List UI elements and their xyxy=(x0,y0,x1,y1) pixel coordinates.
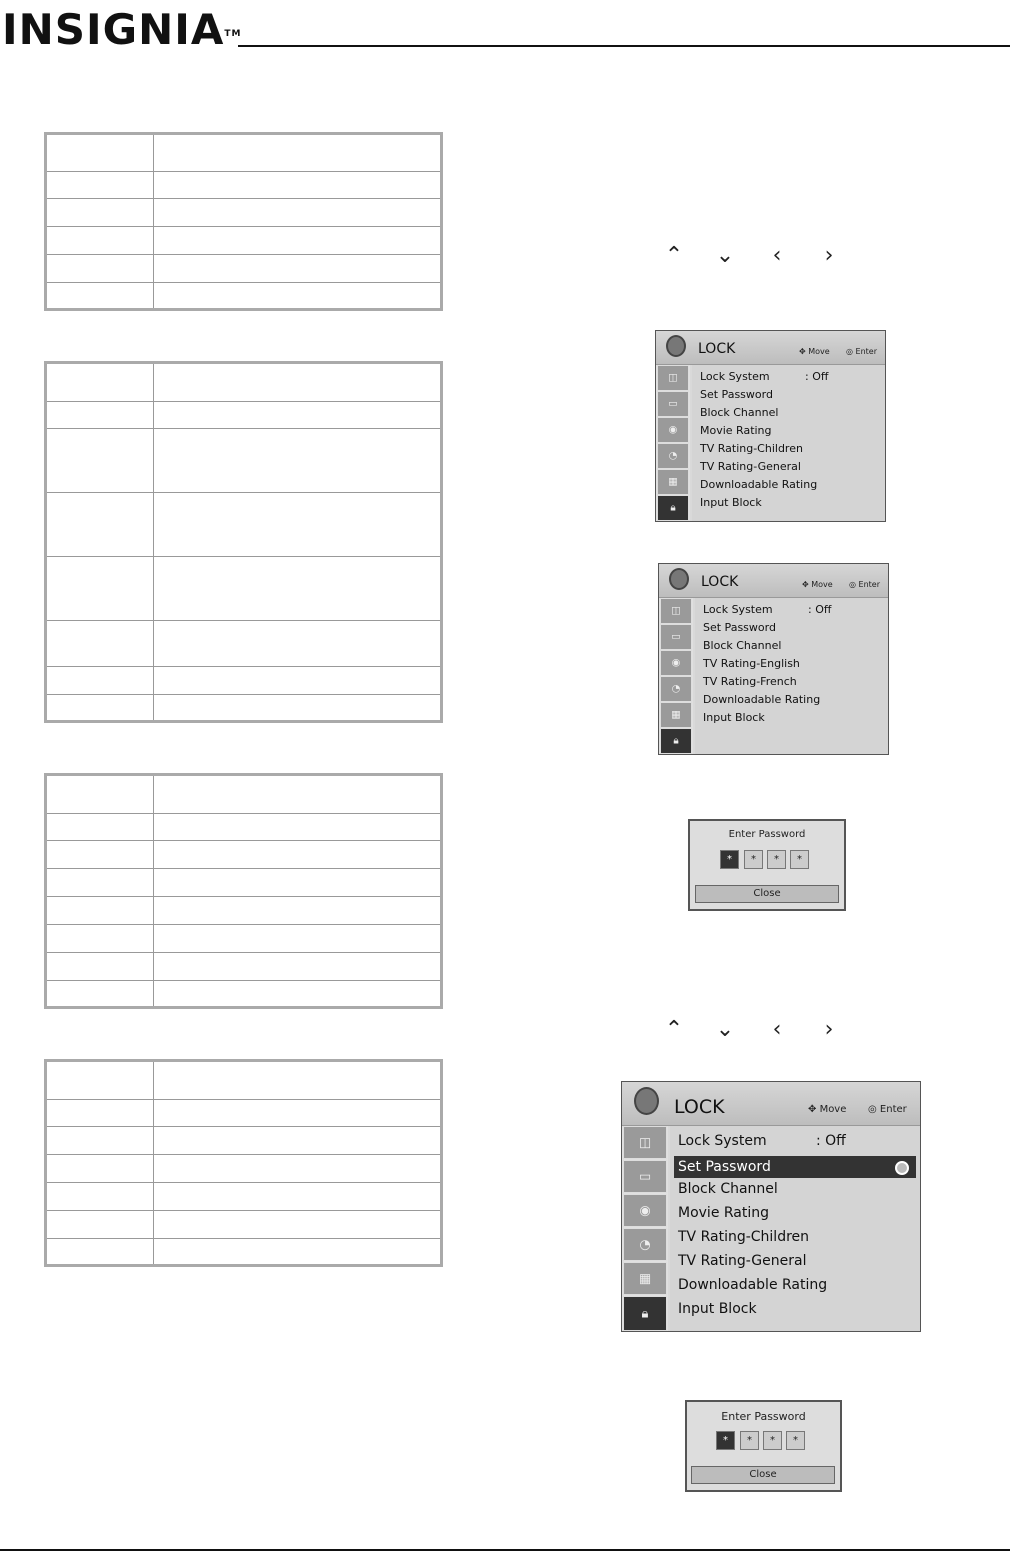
menu-items xyxy=(692,365,885,521)
lock-system-value: : Off xyxy=(816,1133,846,1149)
password-title: Enter Password xyxy=(721,1410,806,1423)
password-digit-4[interactable]: * xyxy=(790,850,809,869)
menu-sidebar xyxy=(659,598,693,754)
menu-item-tv-rating-french[interactable]: TV Rating-French xyxy=(703,675,797,688)
password-digit-4[interactable]: * xyxy=(786,1431,805,1450)
password-digit-3[interactable]: * xyxy=(763,1431,782,1450)
left-arrow-icon: ‹ xyxy=(772,243,782,268)
audio-icon[interactable]: ◉ xyxy=(660,650,692,676)
close-button[interactable]: Close xyxy=(695,885,839,903)
lock-icon xyxy=(666,335,686,357)
move-hint: ✥ Move xyxy=(802,580,833,589)
lock-menu-3 xyxy=(621,1081,921,1332)
menu-title-bar xyxy=(656,331,885,365)
down-arrow-icon: ⌄ xyxy=(715,243,735,268)
channel-icon[interactable]: ◫ xyxy=(657,365,689,391)
menu-item-input-block[interactable]: Input Block xyxy=(703,711,765,724)
enter-hint: ◎ Enter xyxy=(849,580,881,589)
menu-items xyxy=(670,1126,920,1331)
arrow-keys-row-1 xyxy=(662,244,842,268)
picture-icon[interactable]: ▭ xyxy=(623,1160,667,1193)
time-icon[interactable]: ◔ xyxy=(657,443,689,469)
menu-item-tv-rating-children[interactable]: TV Rating-Children xyxy=(700,442,803,455)
password-dialog-1 xyxy=(688,819,846,911)
move-hint: ✥ Move xyxy=(808,1104,847,1115)
menu-item-downloadable-rating[interactable]: Downloadable Rating xyxy=(703,693,821,706)
lock-tab-icon[interactable]: 🔒︎ xyxy=(660,728,692,754)
lock-icon xyxy=(669,568,689,590)
password-digit-2[interactable]: * xyxy=(744,850,763,869)
lock-icon xyxy=(634,1087,659,1115)
up-arrow-icon: ⌃ xyxy=(664,1017,684,1042)
password-title: Enter Password xyxy=(728,829,806,840)
menu-items xyxy=(695,598,888,754)
channel-icon[interactable]: ◫ xyxy=(660,598,692,624)
down-arrow-icon: ⌄ xyxy=(715,1017,735,1042)
arrow-keys-row-2 xyxy=(662,1018,842,1042)
right-arrow-icon: › xyxy=(824,1017,834,1042)
header-rule xyxy=(238,45,1010,47)
menu-item-tv-rating-general[interactable]: TV Rating-General xyxy=(700,460,801,473)
menu-title-bar xyxy=(659,564,888,598)
lock-system-value: : Off xyxy=(808,603,832,616)
menu-item-movie-rating[interactable]: Movie Rating xyxy=(678,1205,770,1221)
menu-item-input-block[interactable]: Input Block xyxy=(700,496,762,509)
password-digit-3[interactable]: * xyxy=(767,850,786,869)
menu-item-movie-rating[interactable]: Movie Rating xyxy=(700,424,772,437)
time-icon[interactable]: ◔ xyxy=(623,1228,667,1261)
password-dialog-2 xyxy=(685,1400,842,1492)
menu-item-block-channel[interactable]: Block Channel xyxy=(703,639,782,652)
table-1 xyxy=(44,132,443,311)
left-arrow-icon: ‹ xyxy=(772,1017,782,1042)
table-3 xyxy=(44,773,443,1009)
table-4 xyxy=(44,1059,443,1267)
menu-item-lock-system[interactable]: Lock System xyxy=(678,1133,767,1149)
menu-item-tv-rating-english[interactable]: TV Rating-English xyxy=(703,657,800,670)
audio-icon[interactable]: ◉ xyxy=(623,1194,667,1227)
enter-hint: ◎ Enter xyxy=(868,1104,907,1115)
menu-item-tv-rating-general[interactable]: TV Rating-General xyxy=(678,1253,807,1269)
enter-indicator-icon xyxy=(895,1161,909,1175)
menu-sidebar xyxy=(656,365,690,521)
audio-icon[interactable]: ◉ xyxy=(657,417,689,443)
lock-tab-icon[interactable]: 🔒︎ xyxy=(657,495,689,521)
menu-item-set-password[interactable]: Set Password xyxy=(703,621,776,634)
password-digit-1[interactable]: * xyxy=(720,850,739,869)
menu-title: LOCK xyxy=(674,1096,725,1118)
close-button[interactable]: Close xyxy=(691,1466,835,1484)
menu-item-tv-rating-children[interactable]: TV Rating-Children xyxy=(678,1229,810,1245)
lock-menu-2 xyxy=(658,563,889,755)
picture-icon[interactable]: ▭ xyxy=(657,391,689,417)
menu-item-block-channel[interactable]: Block Channel xyxy=(678,1181,778,1197)
move-hint: ✥ Move xyxy=(799,347,830,356)
table-2 xyxy=(44,361,443,723)
option-icon[interactable]: ▦ xyxy=(660,702,692,728)
menu-item-downloadable-rating[interactable]: Downloadable Rating xyxy=(700,478,818,491)
menu-title: LOCK xyxy=(698,341,736,357)
time-icon[interactable]: ◔ xyxy=(660,676,692,702)
menu-item-block-channel[interactable]: Block Channel xyxy=(700,406,779,419)
password-digit-1[interactable]: * xyxy=(716,1431,735,1450)
up-arrow-icon: ⌃ xyxy=(664,243,684,268)
menu-item-lock-system[interactable]: Lock System xyxy=(700,370,770,383)
lock-tab-icon[interactable]: 🔒︎ xyxy=(623,1296,667,1331)
menu-title: LOCK xyxy=(701,574,739,590)
menu-item-set-password[interactable]: Set Password xyxy=(700,388,773,401)
menu-title-bar xyxy=(622,1082,920,1126)
channel-icon[interactable]: ◫ xyxy=(623,1126,667,1159)
enter-hint: ◎ Enter xyxy=(846,347,878,356)
menu-item-set-password[interactable]: Set Password xyxy=(674,1156,916,1178)
menu-sidebar xyxy=(622,1126,668,1331)
menu-item-downloadable-rating[interactable]: Downloadable Rating xyxy=(678,1277,828,1293)
option-icon[interactable]: ▦ xyxy=(657,469,689,495)
footer-rule xyxy=(0,1549,1010,1551)
menu-item-input-block[interactable]: Input Block xyxy=(678,1301,757,1317)
option-icon[interactable]: ▦ xyxy=(623,1262,667,1295)
right-arrow-icon: › xyxy=(824,243,834,268)
password-digit-2[interactable]: * xyxy=(740,1431,759,1450)
menu-item-lock-system[interactable]: Lock System xyxy=(703,603,773,616)
lock-menu-1 xyxy=(655,330,886,522)
brand-logo: INSIGNIA™ xyxy=(2,5,242,54)
picture-icon[interactable]: ▭ xyxy=(660,624,692,650)
lock-system-value: : Off xyxy=(805,370,829,383)
